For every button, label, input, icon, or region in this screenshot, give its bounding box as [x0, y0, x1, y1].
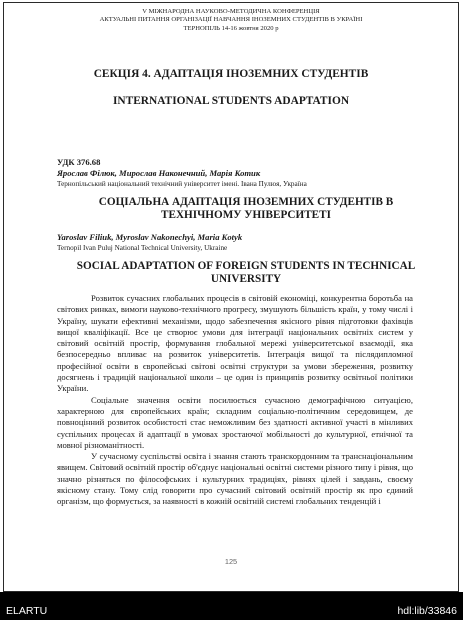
- body-paragraph: Розвиток сучасних глобальних процесів в світовій економіці, конкурентна боротьба на світових ринках, вимоги науково-технічного прогресу, змушують більшість країн, у тому числі і Україну, шукати ефективні механізми, щодо забезпечення якісного рівня підготовки фахівців вищої кваліфікації. Все це створює умови для інтеграції національних освітніх систем у світовий освітній простір, формування глобальної мережі університетської взаємодії, яка безпосередньо впливає на розвиток університетів. Інтеграція вищої та післядипломної професійної освіти в європейські світові освітні структури за умови збереження, розвитку досягнень і традицій національної школи – це один із принципів розвитку освітньої політики України.: [57, 293, 413, 394]
- conference-title: V МІЖНАРОДНА НАУКОВО-МЕТОДИЧНА КОНФЕРЕНЦІЯ: [142, 8, 320, 15]
- body-paragraph: Соціальне значення освіти посилюється сучасною демографічною ситуацією, характерною для європейських країн; складним соціально-політичним середовищем, де повноцінний розвиток особистості стає неможливим без здатності активної участі в мінливих суспільних процесах й адаптації в умовах зростаючої мобільності до культурної, етнічної та мовної різноманітності.: [57, 394, 413, 450]
- authors-en: Yaroslav Filiuk, Myroslav Nakonechyi, Maria Kotyk: [57, 232, 243, 242]
- article-body: [57, 293, 413, 508]
- affiliation-uk: Тернопільський національний технічний університет імені. Івана Пулюя, Україна: [57, 180, 307, 188]
- article-title-uk: СОЦІАЛЬНА АДАПТАЦІЯ ІНОЗЕМНИХ СТУДЕНТІВ В ТЕХНІЧНОМУ УНІВЕРСИТЕТІ: [98, 196, 394, 221]
- section-title-en: INTERNATIONAL STUDENTS ADAPTATION: [112, 95, 350, 107]
- udk-code: УДК 376.68: [57, 157, 101, 167]
- affiliation-en: Ternopil Ivan Puluj National Technical University, Ukraine: [57, 244, 228, 252]
- document-page: [3, 2, 459, 592]
- body-paragraph: У сучасному суспільстві освіта і знання стають транскордонним та транснаціональним явищем. Світовий освітній простір об'єднує національні освітні системи різного типу і рівня, що значно різняться по філософських і культурних традиціях, рівнях цілей і завдань, своєму якісному стану. Тому слід говорити про сучасний світовий освітній простір як про єдиний організм, що формується, за наявності в кожній освітній системі глобальних тенденцій і: [57, 451, 413, 507]
- section-title-uk: СЕКЦІЯ 4. АДАПТАЦІЯ ІНОЗЕМНИХ СТУДЕНТІВ: [93, 68, 369, 80]
- page-number: 125: [224, 557, 238, 566]
- footer-repository-label: ELARTU: [6, 605, 48, 617]
- article-title-en: SOCIAL ADAPTATION OF FOREIGN STUDENTS IN TECHNICAL UNIVERSITY: [76, 260, 416, 285]
- footer-bar: [0, 592, 463, 620]
- conference-header: [4, 8, 458, 33]
- footer-handle-link[interactable]: hdl:lib/33846: [397, 605, 457, 617]
- conference-subtitle: АКТУАЛЬНІ ПИТАННЯ ОРГАНІЗАЦІЇ НАВЧАННЯ ІНОЗЕМНИХ СТУДЕНТІВ В УКРАЇНІ: [99, 16, 363, 24]
- conference-date: ТЕРНОПІЛЬ 14-16 жовтня 2020 р: [183, 24, 279, 32]
- authors-uk: Ярослав Філюк, Мирослав Наконечний, Марія Котик: [57, 168, 261, 178]
